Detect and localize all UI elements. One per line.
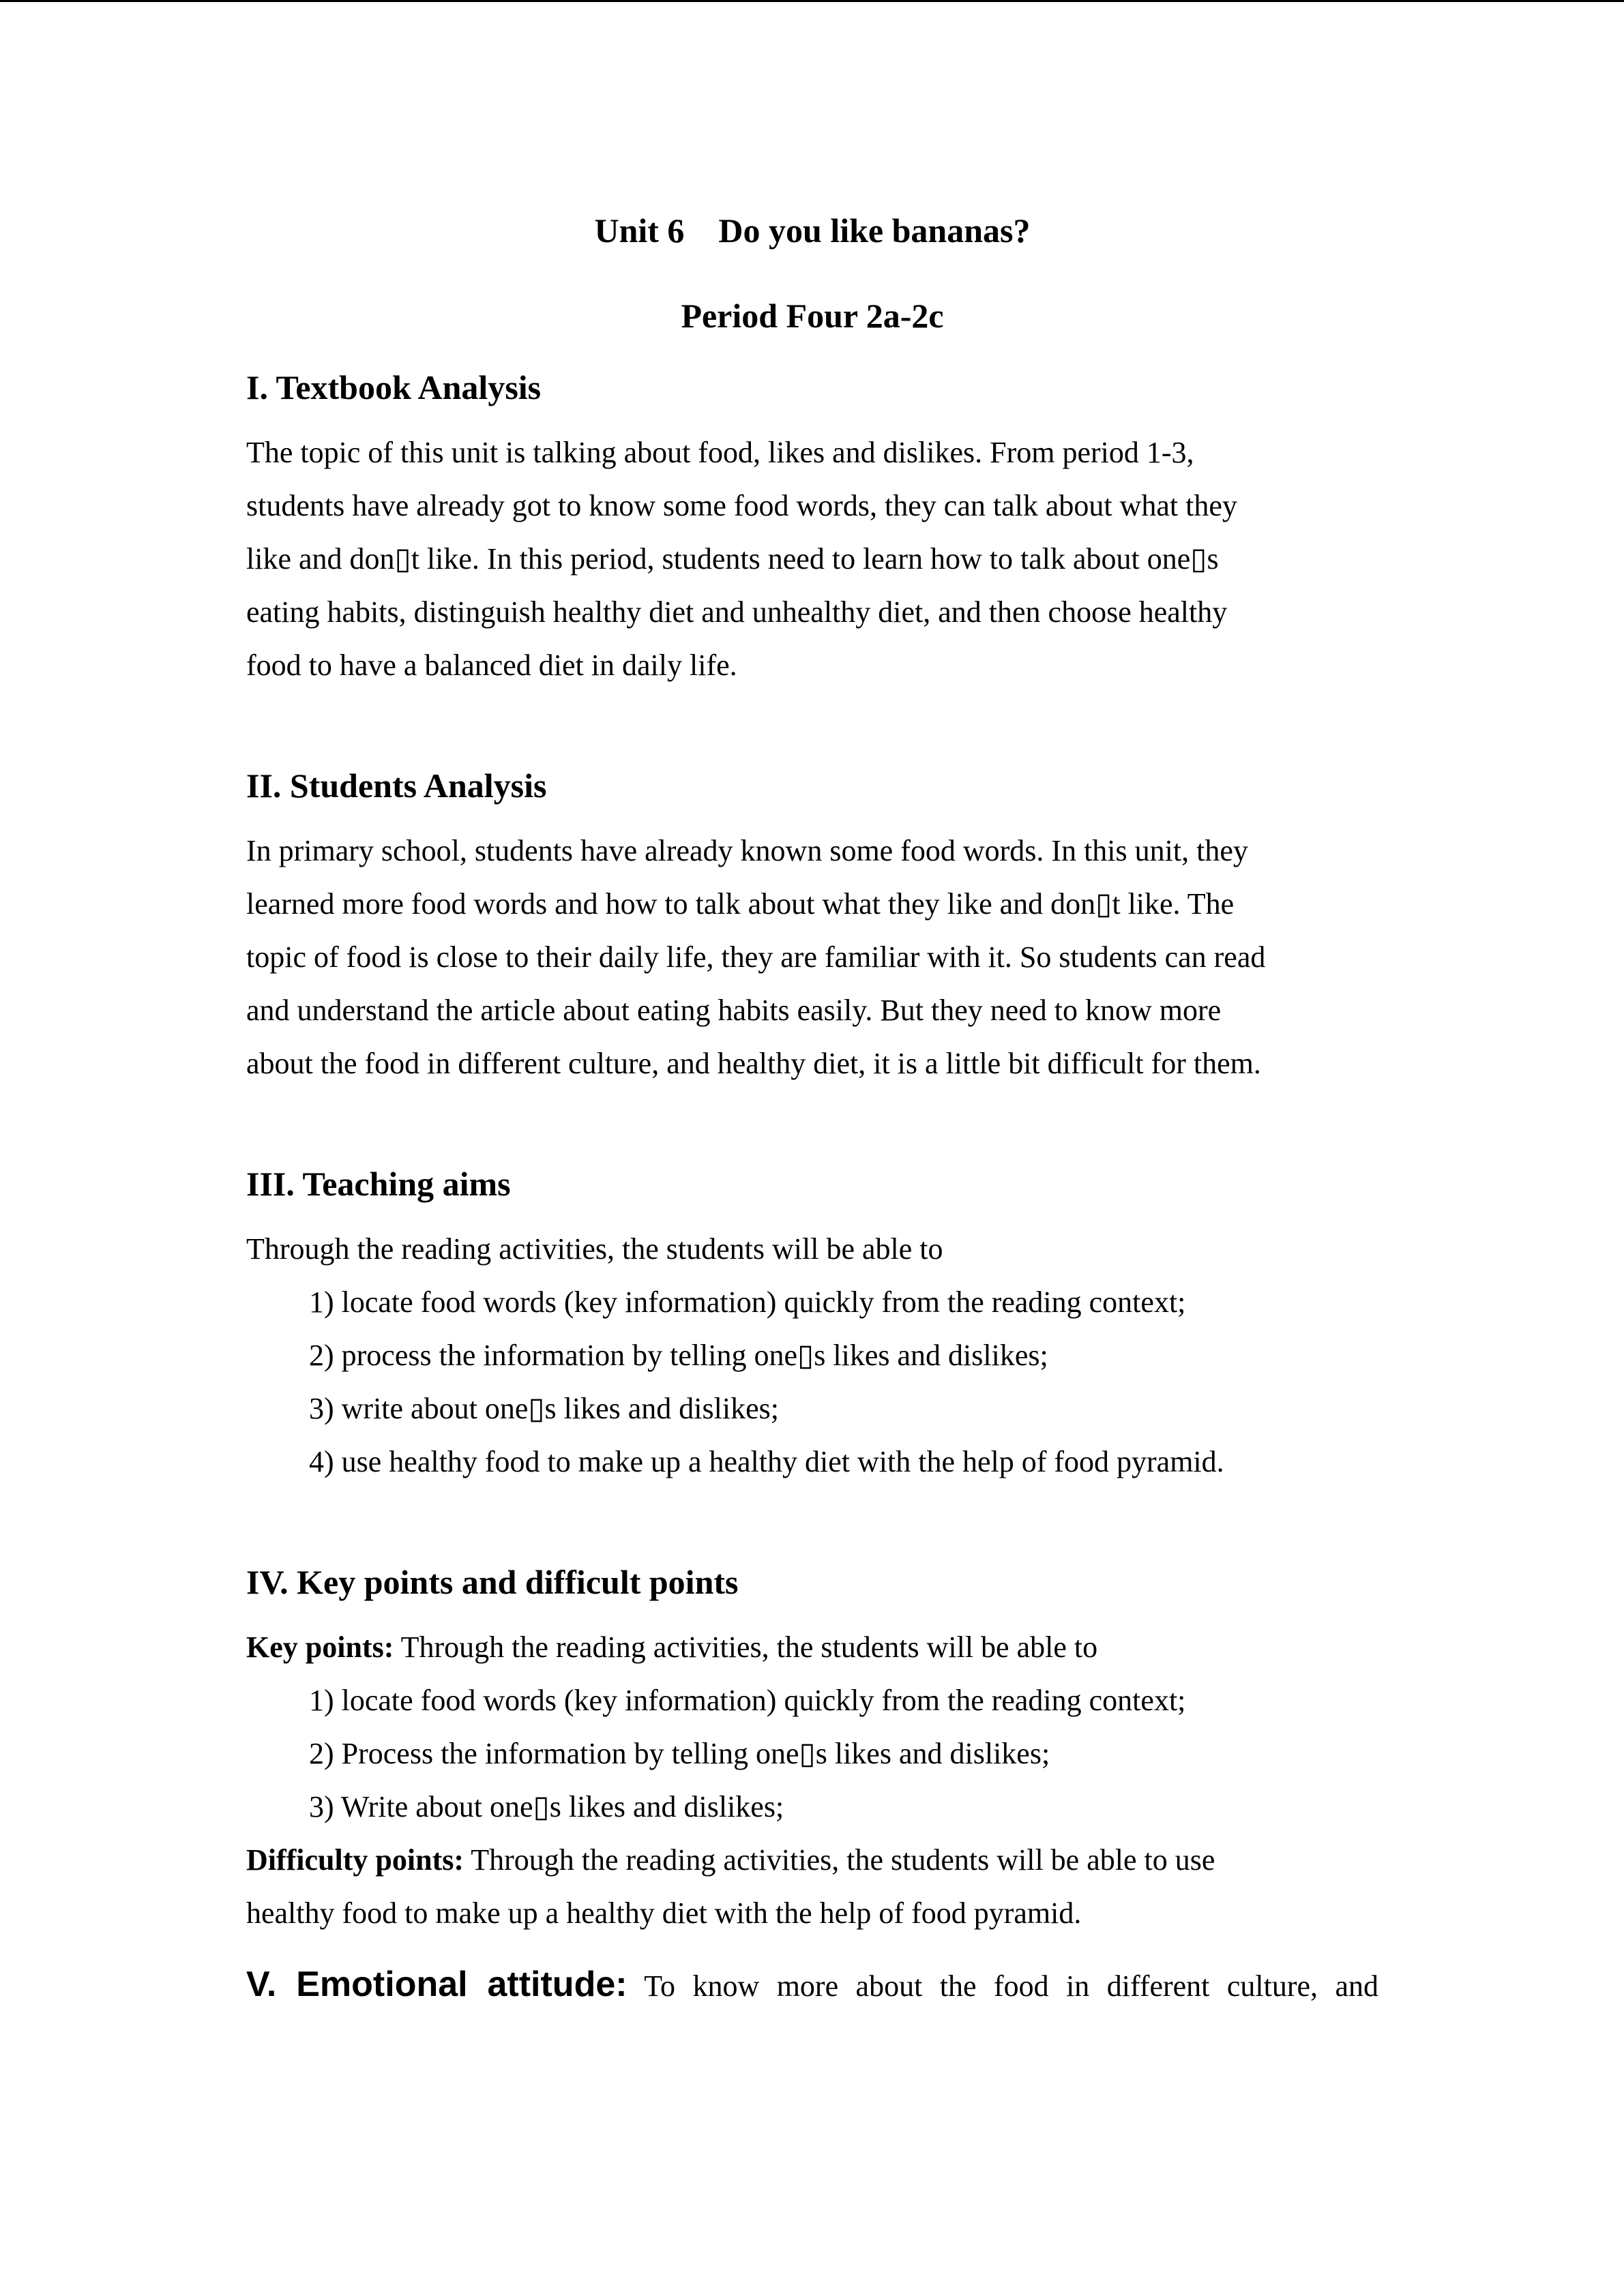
list-item: 4) use healthy food to make up a healthy diet with the help of food pyramid. bbox=[309, 1445, 1224, 1478]
paragraph-line bbox=[246, 1834, 1378, 1887]
students-analysis-paragraph bbox=[246, 824, 1378, 1090]
paragraph-line: healthy food to make up a healthy diet with the help of food pyramid. bbox=[246, 1896, 1082, 1930]
section-heading-teaching-aims: III. Teaching aims bbox=[246, 1165, 511, 1203]
paragraph-line: topic of food is close to their daily life, they are familiar with it. So students can read bbox=[246, 940, 1266, 974]
paragraph-line: eating habits, distinguish healthy diet and unhealthy diet, and then choose healthy bbox=[246, 595, 1228, 629]
emotional-attitude-label: V. Emotional attitude: bbox=[246, 1965, 628, 2004]
paragraph-line: In primary school, students have already known some food words. In this unit, they bbox=[246, 834, 1248, 867]
section-heading-key-points: IV. Key points and difficult points bbox=[246, 1563, 739, 1601]
paragraph-line: students have already got to know some food words, they can talk about what they bbox=[246, 489, 1237, 522]
difficulty-points-text: Through the reading activities, the students will be able to use bbox=[464, 1843, 1215, 1877]
emotional-attitude-text: To know more about the food in different culture, and bbox=[627, 1969, 1378, 2003]
list-item: 1) locate food words (key information) quickly from the reading context; bbox=[309, 1684, 1186, 1717]
teaching-aims-list bbox=[246, 1276, 1378, 1489]
section-heading-textbook-analysis: I. Textbook Analysis bbox=[246, 368, 542, 406]
paragraph-line: food to have a balanced diet in daily life. bbox=[246, 648, 737, 682]
document-page bbox=[246, 207, 1378, 2010]
paragraph-line: Through the reading activities, the students will be able to bbox=[246, 1232, 943, 1266]
difficulty-points-label: Difficulty points: bbox=[246, 1843, 464, 1877]
section-heading-students-analysis: II. Students Analysis bbox=[246, 766, 547, 805]
paragraph-line: like and don▯t like. In this period, students need to learn how to talk about one▯s bbox=[246, 542, 1219, 576]
key-points-text: Through the reading activities, the students will be able to bbox=[394, 1630, 1098, 1664]
key-points-label: Key points: bbox=[246, 1630, 394, 1664]
teaching-aims-intro bbox=[246, 1223, 1378, 1276]
paragraph-line: and understand the article about eating habits easily. But they need to know more bbox=[246, 994, 1222, 1027]
paragraph-line: learned more food words and how to talk about what they like and don▯t like. The bbox=[246, 887, 1235, 921]
list-item: 1) locate food words (key information) quickly from the reading context; bbox=[309, 1285, 1186, 1319]
paragraph-line: about the food in different culture, and healthy diet, it is a little bit difficult for them. bbox=[246, 1047, 1261, 1080]
paragraph-line: The topic of this unit is talking about food, likes and dislikes. From period 1-3, bbox=[246, 436, 1194, 469]
key-points-intro bbox=[246, 1621, 1378, 1674]
paragraph-line bbox=[246, 1621, 1378, 1674]
difficulty-points-paragraph bbox=[246, 1834, 1378, 1940]
list-item: 3) write about one▯s likes and dislikes; bbox=[309, 1392, 779, 1425]
list-item: 2) process the information by telling one▯s likes and dislikes; bbox=[309, 1339, 1048, 1372]
list-item: 2) Process the information by telling one▯s likes and dislikes; bbox=[309, 1737, 1050, 1770]
document-subtitle: Period Four 2a-2c bbox=[681, 297, 944, 335]
document-title: Unit 6 Do you like bananas? bbox=[594, 211, 1031, 250]
textbook-analysis-paragraph bbox=[246, 426, 1378, 692]
key-points-list bbox=[246, 1674, 1378, 1834]
emotional-attitude-line bbox=[246, 1960, 1378, 2010]
list-item: 3) Write about one▯s likes and dislikes; bbox=[309, 1790, 784, 1823]
